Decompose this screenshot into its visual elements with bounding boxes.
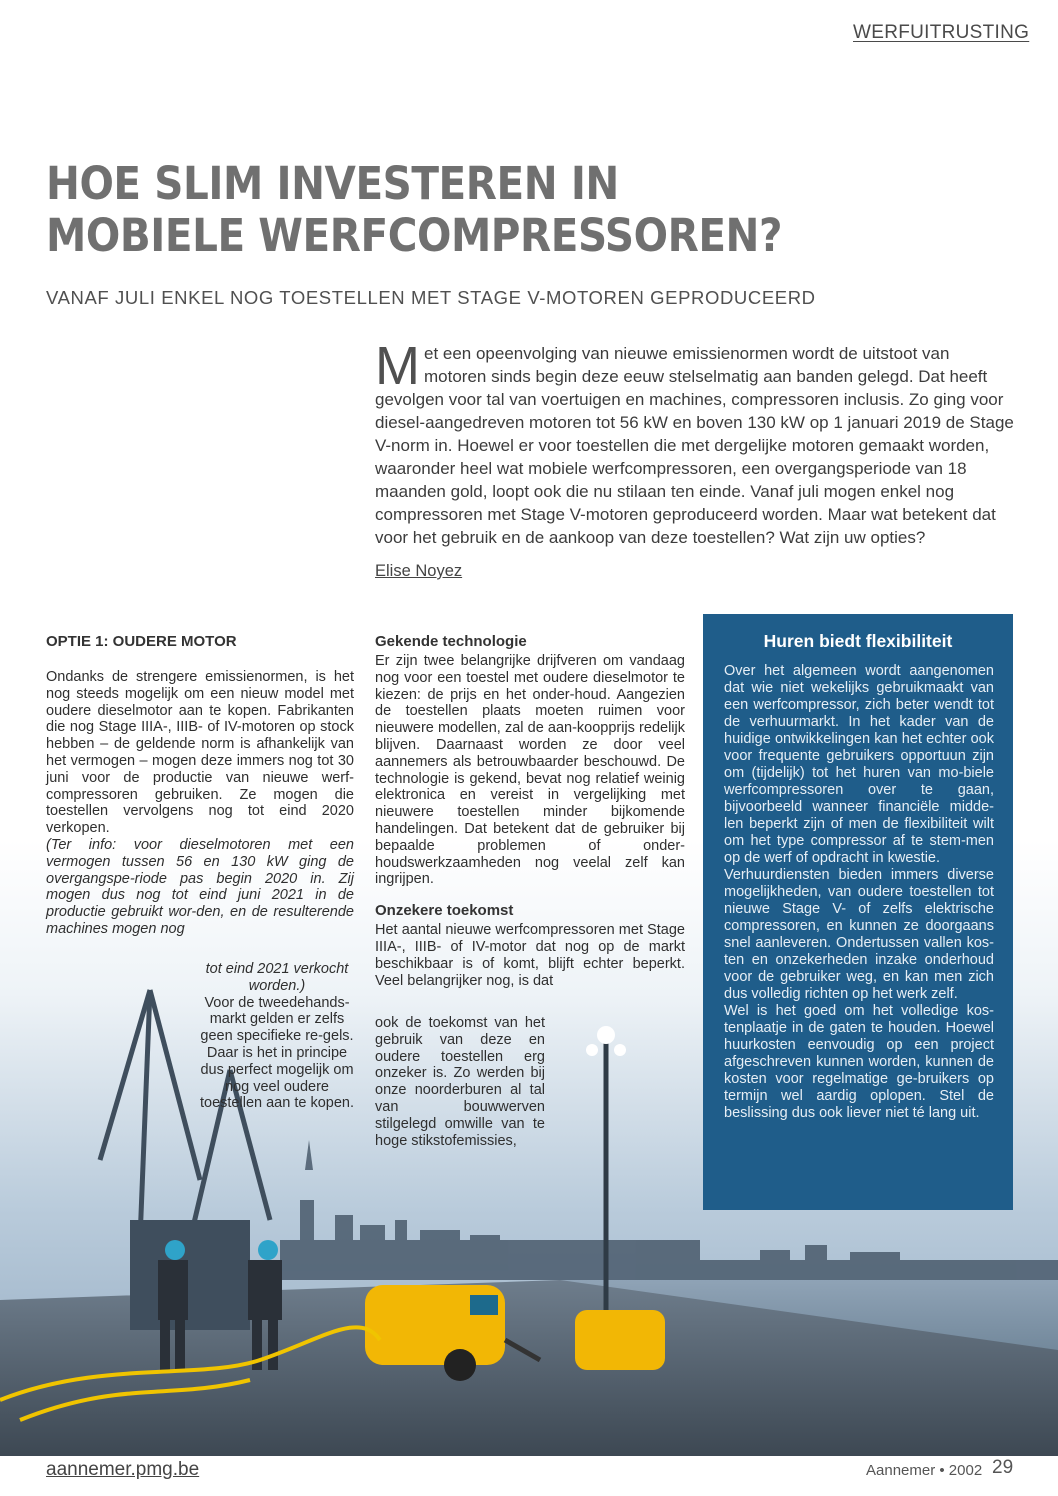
column-1-paragraph-2: Voor de tweedehands-markt gelden er zelfs geen specifieke re-gels. Daar is het in principe dus perfect mogelijk om nog veel oudere toestellen aan te kopen. [200, 994, 354, 1112]
page-number: 29 [992, 1457, 1014, 1478]
article-subtitle: VANAF JULI ENKEL NOG TOESTELLEN MET STAGE V-MOTOREN GEPRODUCEERD [46, 287, 816, 308]
sidebar-paragraph-2: Verhuurdiensten bieden immers diverse mogelijkheden, van oudere toestellen tot nieuwe Stage V- of zelfs elektrische compressoren, en kunnen ze doorgaans snel aanleveren. Ondertussen vallen kos-ten en onzekerheden inzake onderhoud voor de gebruiker weg, en kan men zich dus volledig richten op het werk zelf. [724, 867, 994, 1002]
column-2 [375, 633, 685, 989]
author-byline: Elise Noyez [375, 562, 463, 580]
sidebar-body [724, 663, 994, 1122]
column-1 [46, 633, 354, 938]
title-line-2: MOBIELE WERFCOMPRESSOREN? [46, 209, 783, 262]
column-2-heading-1: Gekende technologie [375, 633, 527, 650]
section-tag: WERFUITRUSTING [853, 22, 1030, 43]
sidebar-paragraph-1: Over het algemeen wordt aangenomen dat wie niet wekelijks gebruikmaakt van een werfcompressor, zich beter wendt tot de verhuurmarkt. In het kader van de huidige ontwikkelingen kan het echter ook voor frequente gebruikers opportuun zijn om (tijdelijk) tot het huren van mo-biele werfcompressoren over te gaan, bijvoorbeeld wanneer financiële midde-len beperkt zijn of men de flexibiliteit wilt om het type compressor af te stem-men op de werf of opdracht in kwestie. [724, 663, 994, 866]
column-1-paragraph-1: Ondanks de strengere emissienormen, is het nog steeds mogelijk om een nieuw model met oudere dieselmotor aan te kopen. Fabrikanten die nog Stage IIIA-, IIIB- of IV-motoren op stock hebben – de geldende norm is afhankelijk van het vermogen – mogen deze immers nog tot 30 juni voor de productie van nieuwe werf-compressoren gebruiken. Ze mogen die toestellen vervolgens nog tot eind 2020 verkopen. [46, 669, 354, 837]
footer-website-link[interactable]: aannemer.pmg.be [46, 1459, 200, 1480]
intro-text: et een opeenvolging van nieuwe emissienormen wordt de uitstoot van motoren sinds begin deze eeuw stelselmatig aan banden gelegd. Dat heeft gevolgen voor tal van voertuigen en machines, compressoren inclusis. Zo ging voor diesel-aangedreven motoren tot 56 kW en boven 130 kW op 1 januari 2019 de Stage V-norm in. Hoewel er voor toestellen die met dergelijke motoren gemaakt worden, waaronder heel wat mobiele werfcompressoren, een overgangsperiode van 18 maanden gold, loopt ook die nu stilaan ten einde. Vanaf juli mogen enkel nog compressoren met Stage V-motoren geproduceerd worden. Maar wat betekent dat voor het gebruik en de aankoop van deze toestellen? Wat zijn uw opties? [375, 344, 1014, 547]
sidebar-title: Huren biedt flexibiliteit [763, 631, 953, 651]
intro-paragraph [375, 336, 1015, 549]
sidebar-paragraph-3: Wel is het goed om het volledige kos-tenplaatje in de gaten te houden. Hoewel huurkosten eenvoudig op een project afgeschreven kunnen worden, kunnen de kosten voor regelmatige ge-bruikers op termijn wel aardig oplopen. Stel de beslissing dus ook liever niet té lang uit. [724, 1003, 994, 1121]
column-1-heading: OPTIE 1: OUDERE MOTOR [46, 633, 237, 650]
column-2-paragraph-2-end: ook de toekomst van het gebruik van deze en oudere toestellen erg onzeker is. Zo werden bij onze noorderburen al tal van bouwwerven stilgelegd omwille van te hoge stikstofemissies, [375, 1015, 545, 1149]
column-2-paragraph-2: Het aantal nieuwe werfcompressoren met Stage IIIA-, IIIB- of IV-motor dat nog op de markt beschikbaar is of komt, blijft echter beperkt. Veel belangrijker nog, is dat [375, 922, 685, 989]
column-2-continued [375, 1015, 545, 1149]
column-2-heading-2: Onzekere toekomst [375, 902, 514, 920]
dropcap: M [375, 336, 420, 396]
column-1-continued [200, 961, 354, 1112]
footer-magazine: Aannemer • 2002 [866, 1462, 983, 1479]
column-1-note-end: tot eind 2021 verkocht worden.) [205, 961, 349, 994]
column-2-paragraph-1: Er zijn twee belangrijke drijfveren om vandaag nog voor een toestel met oudere dieselmotor te kiezen: de prijs en het onder-houd. Aangezien de toestellen plaats moeten ruimen voor nieuwere modellen, zal de aan-koopprijs redelijk blijven. Daarnaast worden ze door veel aannemers als betrouwbaarder beschouwd. De technologie is gekend, bevat nog relatief weinig elektronica en vereist in vergelijking met nieuwere toestellen minder bijkomende handelingen. Dat betekent dat de gebruiker bij bepaalde problemen of onder-houdswerkzaamheden nog veelal zelf kan ingrijpen. [375, 653, 685, 888]
title-line-1: HOE SLIM INVESTEREN IN [46, 157, 619, 210]
column-1-note: (Ter info: voor dieselmotoren met een vermogen tussen 56 en 130 kW ging de overgangspe-riode pas begin 2020 in. Zij mogen dus nog tot eind juni 2021 in de productie gebruikt wor-den, en de resulterende machines mogen nog [46, 836, 354, 937]
article-title [46, 158, 874, 262]
